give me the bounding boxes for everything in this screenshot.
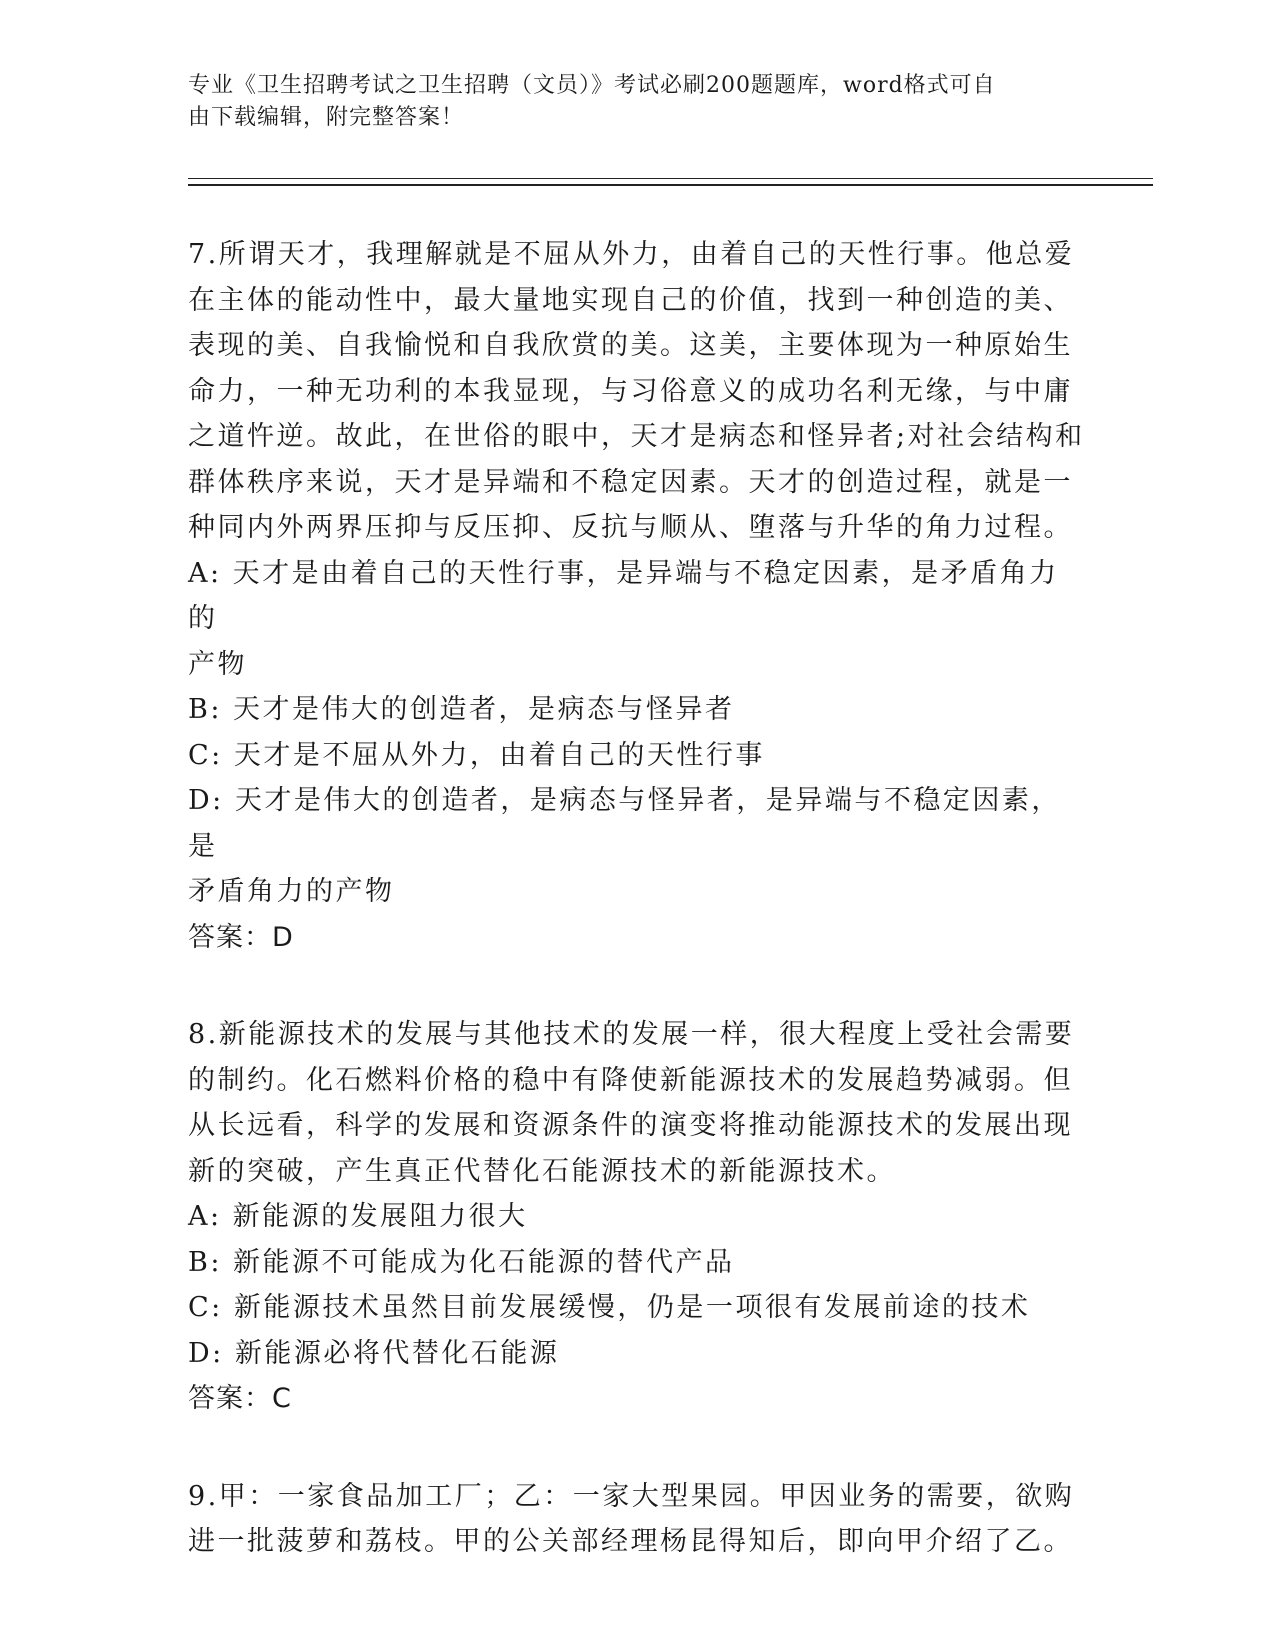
option-c: C: 天才是不屈从外力，由着自己的天性行事 bbox=[188, 739, 765, 771]
option-c: C: 新能源技术虽然目前发展缓慢，仍是一项很有发展前途的技术 bbox=[188, 1292, 1031, 1323]
header-line: 由下载编辑，附完整答案！ bbox=[188, 105, 465, 130]
question-stem-line: 命力，一种无功利的本我显现，与习俗意义的成功名利无缘，与中庸 bbox=[188, 375, 1073, 407]
document-header bbox=[188, 70, 1068, 134]
header-rule-thick bbox=[188, 184, 1153, 186]
answer: 答案：D bbox=[188, 921, 294, 953]
question-stem-line: 9.甲：一家食品加工厂；乙：一家大型果园。甲因业务的需要，欲购 bbox=[188, 1480, 1075, 1512]
option-b: B: 天才是伟大的创造者，是病态与怪异者 bbox=[188, 694, 735, 725]
question-stem-line: 表现的美、自我愉悦和自我欣赏的美。这美，主要体现为一种原始生 bbox=[188, 330, 1073, 361]
option-a: A: 新能源的发展阻力很大 bbox=[188, 1201, 528, 1232]
question-stem-line: 种同内外两界压抑与反压抑、反抗与顺从、堕落与升华的角力过程。 bbox=[188, 512, 1073, 543]
question-stem-line: 7.所谓天才，我理解就是不屈从外力，由着自己的天性行事。他总爱 bbox=[188, 239, 1075, 270]
header-rule-thin bbox=[188, 178, 1153, 179]
option-d: D: 天才是伟大的创造者，是病态与怪异者，是异端与不稳定因素，是 bbox=[188, 785, 1061, 862]
option-b: B: 新能源不可能成为化石能源的替代产品 bbox=[188, 1246, 735, 1278]
option-d: D: 新能源必将代替化石能源 bbox=[188, 1337, 560, 1369]
question-9 bbox=[188, 1474, 1088, 1565]
question-stem-line: 群体秩序来说，天才是异端和不稳定因素。天才的创造过程，就是一 bbox=[188, 466, 1073, 498]
question-stem-line: 的制约。化石燃料价格的稳中有降使新能源技术的发展趋势减弱。但 bbox=[188, 1064, 1073, 1096]
option-a: A: 天才是由着自己的天性行事，是异端与不稳定因素，是矛盾角力的 bbox=[188, 557, 1059, 634]
question-stem-line: 从长远看，科学的发展和资源条件的演变将推动能源技术的发展出现 bbox=[188, 1110, 1073, 1141]
option-d-continued: 矛盾角力的产物 bbox=[188, 876, 395, 907]
question-stem-line: 之道忤逆。故此，在世俗的眼中，天才是病态和怪异者;对社会结构和 bbox=[188, 421, 1085, 452]
question-7 bbox=[188, 232, 1088, 960]
question-8 bbox=[188, 1012, 1088, 1422]
question-stem-line: 进一批菠萝和荔枝。甲的公关部经理杨昆得知后，即向甲介绍了乙。 bbox=[188, 1526, 1073, 1557]
option-a-continued: 产物 bbox=[188, 648, 247, 680]
question-list bbox=[188, 232, 1088, 1617]
question-stem-line: 8.新能源技术的发展与其他技术的发展一样，很大程度上受社会需要 bbox=[188, 1019, 1075, 1050]
header-line: 专业《卫生招聘考试之卫生招聘（文员）》考试必刷200题题库，word格式可自 bbox=[188, 73, 996, 98]
question-stem-line: 在主体的能动性中，最大量地实现自己的价值，找到一种创造的美、 bbox=[188, 284, 1073, 316]
answer: 答案：C bbox=[188, 1383, 292, 1414]
question-stem-line: 新的突破，产生真正代替化石能源技术的新能源技术。 bbox=[188, 1155, 896, 1187]
